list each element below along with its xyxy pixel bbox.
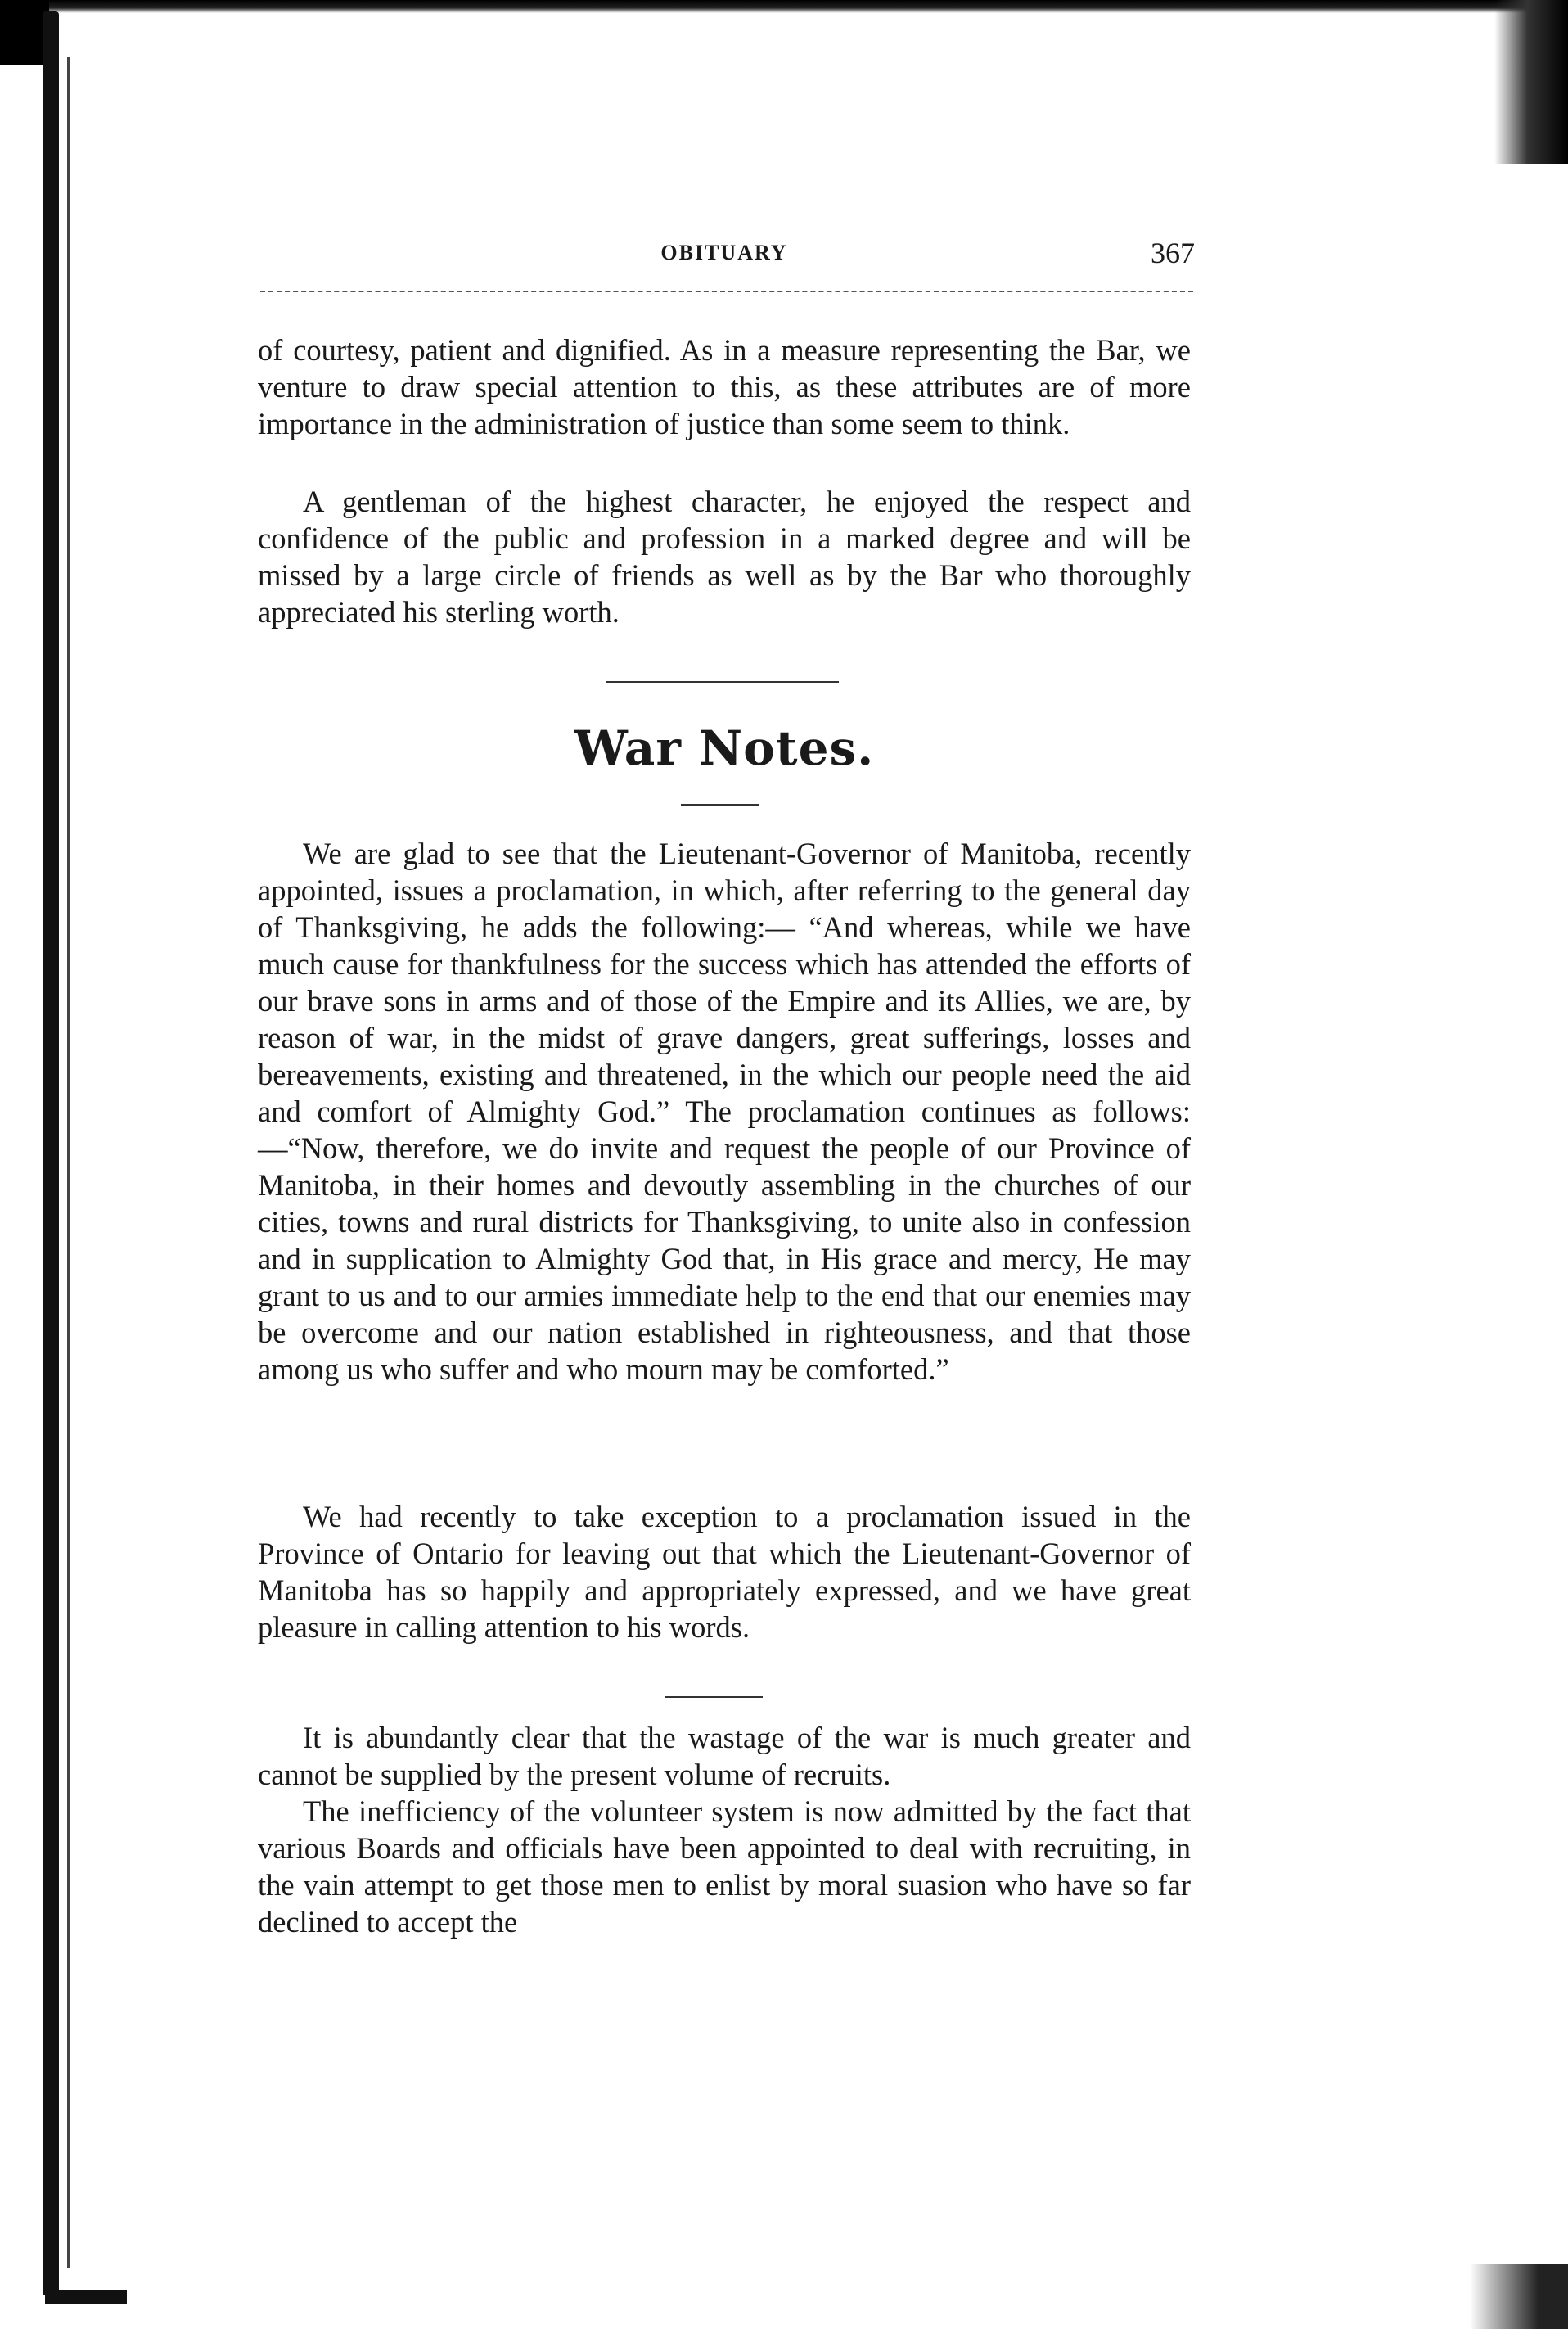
obituary-paragraph-continued: of courtesy, patient and dignified. As in a measure representing the Bar, we venture to draw special attention to this, as these attributes are of more importance in the administration of justice than some seem to think. (258, 333, 1191, 440)
heading-underline (681, 804, 759, 806)
scan-border-top (0, 0, 1568, 13)
obituary-paragraph: A gentleman of the highest character, he enjoyed the respect and confidence of the public and profession in a marked degree and will be missed by a large circle of friends as well as by the Bar who thoroughly appreciated his sterling worth. (258, 485, 1191, 629)
header-rule (260, 291, 1193, 292)
section-divider (606, 681, 839, 683)
war-notes-paragraph: We had recently to take exception to a proclamation issued in the Province of Ontario for leaving out that which the Lieutenant-Governor of Manitoba has so happily and appropriately expressed, and we have great pleasure in calling attention to his words. (258, 1500, 1191, 1644)
scan-edge-noise (1470, 2264, 1568, 2329)
war-notes-paragraph: We are glad to see that the Lieutenant-Governor of Manitoba, recently appointed, issues a proclamation, in which, after referring to the general day of Thanksgiving, he adds the following:— “And whereas, while we have much cause for thankfulness for the success which has attended the efforts of our brave sons in arms and of those of the Empire and its Allies, we are, by reason of war, in the midst of grave dangers, great sufferings, losses and bereavements, existing and threatened, in the which our people need the aid and comfort of Almighty God.” The proclamation continues as follows:—“Now, therefore, we do invite and request the people of our Province of Manitoba, in their homes and devoutly assembling in the churches of our cities, towns and rural districts for Thanksgiving, to unite also in confession and in supplication to Almighty God that, in His grace and mercy, He may grant to us and to our armies immediate help to the end that our enemies may be overcome and our nation established in righteousness, and that those among us who suffer and who mourn may be comforted.” (258, 837, 1191, 1386)
section-divider (665, 1696, 763, 1698)
section-heading: War Notes. (574, 720, 875, 776)
scan-corner-mark (0, 0, 49, 65)
scan-binding-edge (43, 11, 59, 2295)
scan-edge-noise (45, 2290, 127, 2304)
scan-edge-noise (1494, 0, 1568, 164)
war-notes-paragraph: The inefficiency of the volunteer system is now admitted by the fact that various Boards and officials have been appointed to deal with recruiting, in the vain attempt to get those men to enlist by moral suasion who have so far declined to accept the (258, 1794, 1191, 1939)
scan-binding-line (67, 57, 70, 2268)
war-notes-paragraph: It is abundantly clear that the wastage of the war is much greater and cannot be supplied by the present volume of recruits. (258, 1721, 1191, 1791)
running-title: OBITUARY (660, 241, 788, 264)
page-header (254, 236, 1195, 285)
page-number: 367 (1151, 237, 1195, 269)
